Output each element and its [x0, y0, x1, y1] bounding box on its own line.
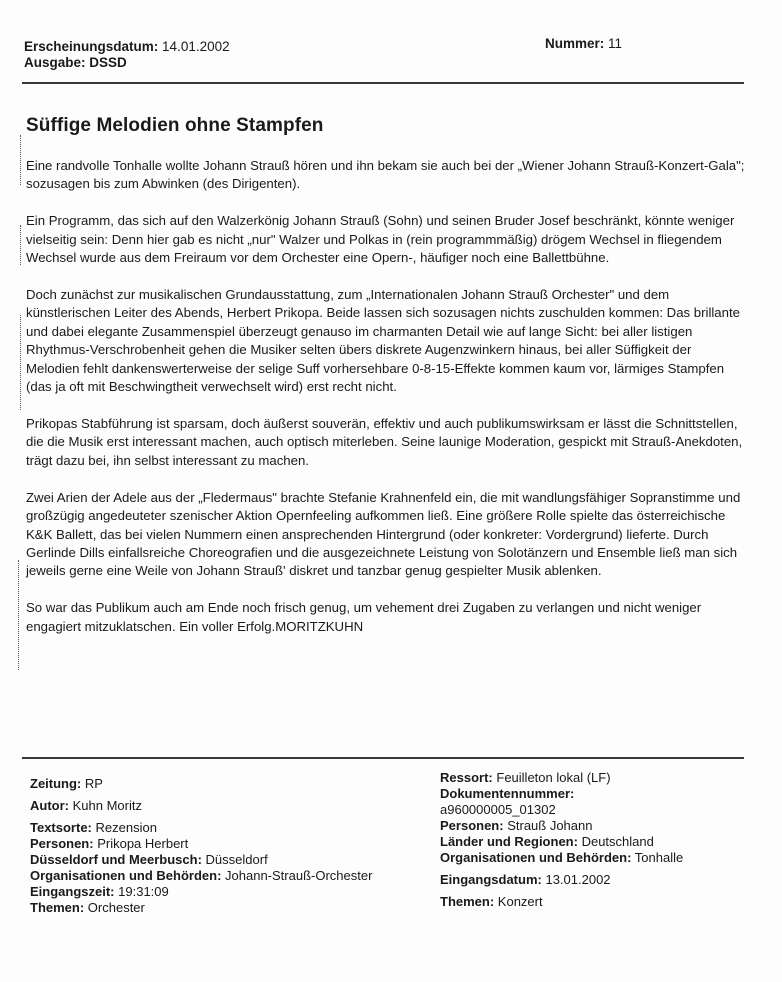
meta-label: Länder und Regionen:	[440, 834, 578, 849]
meta-value: Deutschland	[581, 834, 654, 849]
publication-date-value: 14.01.2002	[162, 39, 230, 54]
article-paragraph: Ein Programm, das sich auf den Walzerkönig Johann Strauß (Sohn) und seinen Bruder Josef beschränkt, könnte weniger vielseitig sein: Denn hier gab es nicht „nur" Walzer und Polkas in (rein programmmäßig) drögem Wechsel in fliegendem Wechsel wurde aus dem Freiraum vor dem Orchester eine Opern-, häufiger noch eine Ballettbühne.	[26, 213, 735, 266]
meta-receipt-time	[30, 884, 410, 900]
meta-value: Düsseldorf	[205, 852, 268, 867]
meta-label: Themen:	[30, 900, 85, 915]
edition-value: DSSD	[89, 55, 127, 70]
meta-text-type	[30, 820, 410, 836]
meta-label: Dokumentennummer:	[440, 786, 575, 801]
meta-value: Feuilleton lokal (LF)	[496, 770, 611, 785]
issue-number	[545, 36, 622, 51]
meta-value: 13.01.2002	[545, 872, 611, 887]
article-paragraph: Eine randvolle Tonhalle wollte Johann Strauß hören und ihn bekam sie auch bei der „Wiener Johann Strauß-Konzert-Gala"; sozusagen bis zum Abwinken (des Dirigenten).	[26, 158, 745, 192]
meta-label: Eingangszeit:	[30, 884, 115, 899]
meta-persons	[30, 836, 410, 852]
meta-topics	[440, 894, 760, 910]
footer-divider	[22, 757, 744, 759]
article-paragraph: Prikopas Stabführung ist sparsam, doch äußerst souverän, effektiv und auch publikumswirksam er lässt die Schnittstellen, die die Musik erst interessant machen, auch optisch miterleben. Seine launige Moderation, gespickt mit Strauß-Anekdoten, trägt dazu bei, ihn selbst interessant zu machen.	[26, 415, 743, 468]
meta-value: Kuhn Moritz	[72, 798, 142, 813]
meta-label: Personen:	[440, 818, 504, 833]
article-paragraph: Doch zunächst zur musikalischen Grundausstattung, zum „Internationalen Johann Strauß Orchester" und dem künstlerischen Leiter des Abends, Herbert Prikopa. Beide lassen sich sozusagen nichts zuschulden kommen: Das brillante und dabei elegante Zusammenspiel überzeugt genauso im charmanten Detail wie auf lange Sicht: bei aller listigen Rhythmus-Verschrobenheit gehen die Musiker selten übers diskrete Augenzwinkern hinaus, bei aller Süffigkeit der Melodien fehlt dankenswerterweise der selige Suff vorhersehbare 0-8-15-Effekte kommen kaum vor, lärmiges Stampfen (das ja oft mit Beschwingtheit verwechselt wird) erst recht nicht.	[26, 287, 740, 395]
meta-region	[30, 852, 410, 868]
scan-margin-mark	[18, 560, 19, 670]
meta-section	[440, 770, 760, 786]
meta-value: Orchester	[87, 900, 145, 915]
article-body	[26, 157, 746, 655]
article-paragraph: So war das Publikum auch am Ende noch frisch genug, um vehement drei Zugaben zu verlangen und nicht weniger engagiert mitzuklatschen. Ein voller Erfolg.MORITZKUHN	[26, 600, 702, 634]
meta-label: Zeitung:	[30, 776, 82, 791]
metadata-left-column	[30, 776, 410, 916]
meta-value: Rezension	[95, 820, 157, 835]
meta-label: Eingangsdatum:	[440, 872, 542, 887]
meta-value: a960000005_01302	[440, 802, 556, 817]
document-header	[24, 39, 230, 71]
header-divider	[22, 82, 744, 84]
meta-label: Düsseldorf und Meerbusch:	[30, 852, 202, 867]
issue-number-value: 11	[608, 36, 623, 51]
article-paragraph: Zwei Arien der Adele aus der „Fledermaus" brachte Stefanie Krahnenfeld ein, die mit wandlungsfähiger Sopranstimme und großzügig angedeuteter szenischer Aktion Opernfeeling aufkommen ließ. Eine größere Rolle spielte das österreichische K&K Ballett, das bei vielen Nummern einen ansprechenden Hintergrund (oder konkreter: Vordergrund) lieferte. Durch Gerlinde Dills einfallsreiche Choreografien und die ausgezeichnete Leistung von Solotänzern und Ensemble ließ man sich jeweils gerne eine Weile von Johann Strauß' diskret und tanzbar genug gespielter Musik ablenken.	[26, 489, 741, 579]
metadata-right-column	[440, 770, 760, 910]
issue-number-label: Nummer:	[545, 36, 605, 51]
meta-label: Organisationen und Behörden:	[30, 868, 222, 883]
meta-label: Themen:	[440, 894, 495, 909]
meta-label: Ressort:	[440, 770, 493, 785]
publication-date	[24, 39, 230, 55]
meta-value: Strauß Johann	[507, 818, 593, 833]
meta-topics	[30, 900, 410, 916]
meta-value: RP	[84, 776, 103, 791]
scan-margin-mark	[20, 135, 21, 185]
meta-value: Konzert	[497, 894, 543, 909]
scan-margin-mark	[20, 225, 21, 265]
meta-persons	[440, 818, 760, 834]
meta-value: Tonhalle	[634, 850, 684, 865]
article-title: Süffige Melodien ohne Stampfen	[26, 115, 324, 136]
edition	[24, 55, 230, 71]
meta-receipt-date	[440, 872, 760, 888]
meta-author	[30, 798, 410, 814]
meta-value: Prikopa Herbert	[97, 836, 189, 851]
meta-label: Organisationen und Behörden:	[440, 850, 632, 865]
meta-label: Personen:	[30, 836, 94, 851]
meta-label: Textsorte:	[30, 820, 92, 835]
meta-document-number	[440, 786, 760, 818]
edition-label: Ausgabe:	[24, 55, 86, 70]
meta-organizations	[30, 868, 390, 884]
meta-countries-regions	[440, 834, 760, 850]
meta-label: Autor:	[30, 798, 69, 813]
meta-organizations	[440, 850, 760, 866]
meta-value: 19:31:09	[118, 884, 169, 899]
publication-date-label: Erscheinungsdatum:	[24, 39, 159, 54]
meta-value: Johann-Strauß-Orchester	[225, 868, 373, 883]
scan-margin-mark	[20, 315, 21, 410]
meta-newspaper	[30, 776, 410, 792]
